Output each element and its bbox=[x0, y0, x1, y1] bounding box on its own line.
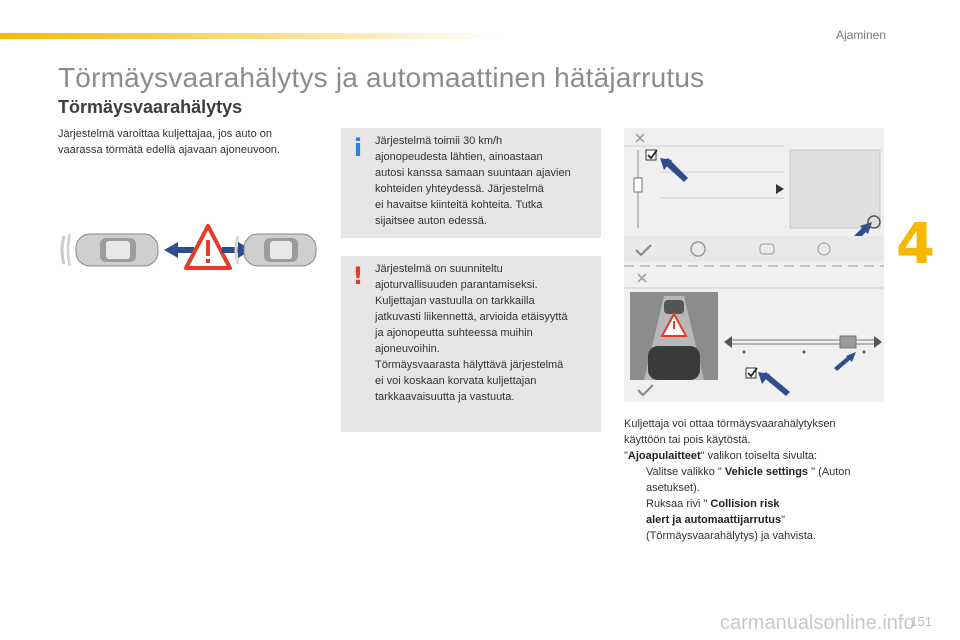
activation-instructions bbox=[624, 416, 894, 544]
chapter-number: 4 bbox=[896, 212, 935, 277]
warning-note-text bbox=[375, 261, 597, 405]
info-line: ajonopeudesta lähtien, ainoastaan bbox=[375, 151, 543, 163]
step-2-continuation: (Törmäysvaarahälytys) ja vahvista. bbox=[646, 530, 816, 542]
info-line: sijaitsee auton edessä. bbox=[375, 215, 487, 227]
rear-car bbox=[62, 234, 158, 266]
checkbox-checked-icon bbox=[646, 150, 657, 160]
howto-line: käyttöön tai pois käytöstä. bbox=[624, 434, 751, 446]
step-2-continuation: alert ja automaattijarrutus" bbox=[646, 514, 785, 526]
info-icon: i bbox=[353, 134, 363, 162]
warning-line: Törmäysvaarasta hälyttävä järjestelmä bbox=[375, 359, 564, 371]
warning-exclamation-icon: ! bbox=[352, 262, 364, 290]
warning-line: ajoneuvoihin. bbox=[375, 343, 440, 355]
step-1: Valitse valikko " Vehicle settings " (Auton bbox=[646, 466, 851, 478]
intro-paragraph bbox=[58, 126, 328, 158]
collision-warning-illustration bbox=[60, 222, 320, 278]
warning-line: ei voi koskaan korvata kuljettajan bbox=[375, 375, 537, 387]
section-label: Ajaminen bbox=[835, 28, 886, 42]
intro-line: Järjestelmä varoittaa kuljettajaa, jos auto on bbox=[58, 128, 273, 140]
warning-line: tarkkaavaisuutta ja vastuuta. bbox=[375, 391, 515, 403]
collision-alert-display-icon bbox=[630, 292, 718, 380]
warning-line: Järjestelmä on suunniteltu bbox=[375, 263, 503, 275]
intro-line: vaarassa törmätä edellä ajavaan ajoneuvoon. bbox=[58, 144, 280, 156]
warning-note-box bbox=[341, 256, 601, 432]
page-title: Törmäysvaarahälytys ja automaattinen hätäjarrutus bbox=[58, 62, 705, 93]
info-line: autosi kanssa samaan suuntaan ajavien bbox=[375, 167, 571, 179]
step-1-continuation: asetukset). bbox=[646, 482, 700, 494]
touchscreen-illustration bbox=[624, 128, 884, 402]
warning-line: ajoturvallisuuden parantamiseksi. bbox=[375, 279, 538, 291]
checkbox-checked-icon bbox=[746, 368, 757, 378]
watermark: carmanualsonline.info bbox=[720, 612, 915, 634]
info-note-box bbox=[341, 128, 601, 238]
arrow-left-icon bbox=[164, 242, 194, 258]
warning-line: jatkuvasti liikennettä, arvioida etäisyyttä bbox=[375, 311, 568, 323]
top-accent-bar bbox=[0, 33, 500, 39]
info-line: ei havaitse kiinteitä kohteita. Tutka bbox=[375, 199, 543, 211]
section-subtitle: Törmäysvaarahälytys bbox=[58, 97, 243, 117]
front-car bbox=[236, 234, 316, 266]
info-note-text bbox=[375, 133, 597, 229]
howto-line: "Ajoapulaitteet" valikon toiselta sivulta: bbox=[624, 450, 818, 462]
warning-line: Kuljettajan vastuulla on tarkkailla bbox=[375, 295, 535, 307]
step-2: Ruksaa rivi " Collision risk bbox=[646, 498, 780, 510]
page-number: 151 bbox=[910, 614, 932, 629]
warning-line: ja ajonopeutta suhteessa muihin bbox=[375, 327, 533, 339]
info-line: kohteiden yhteydessä. Järjestelmä bbox=[375, 183, 544, 195]
howto-line: Kuljettaja voi ottaa törmäysvaarahälytyksen bbox=[624, 418, 836, 430]
info-line: Järjestelmä toimii 30 km/h bbox=[375, 135, 503, 147]
